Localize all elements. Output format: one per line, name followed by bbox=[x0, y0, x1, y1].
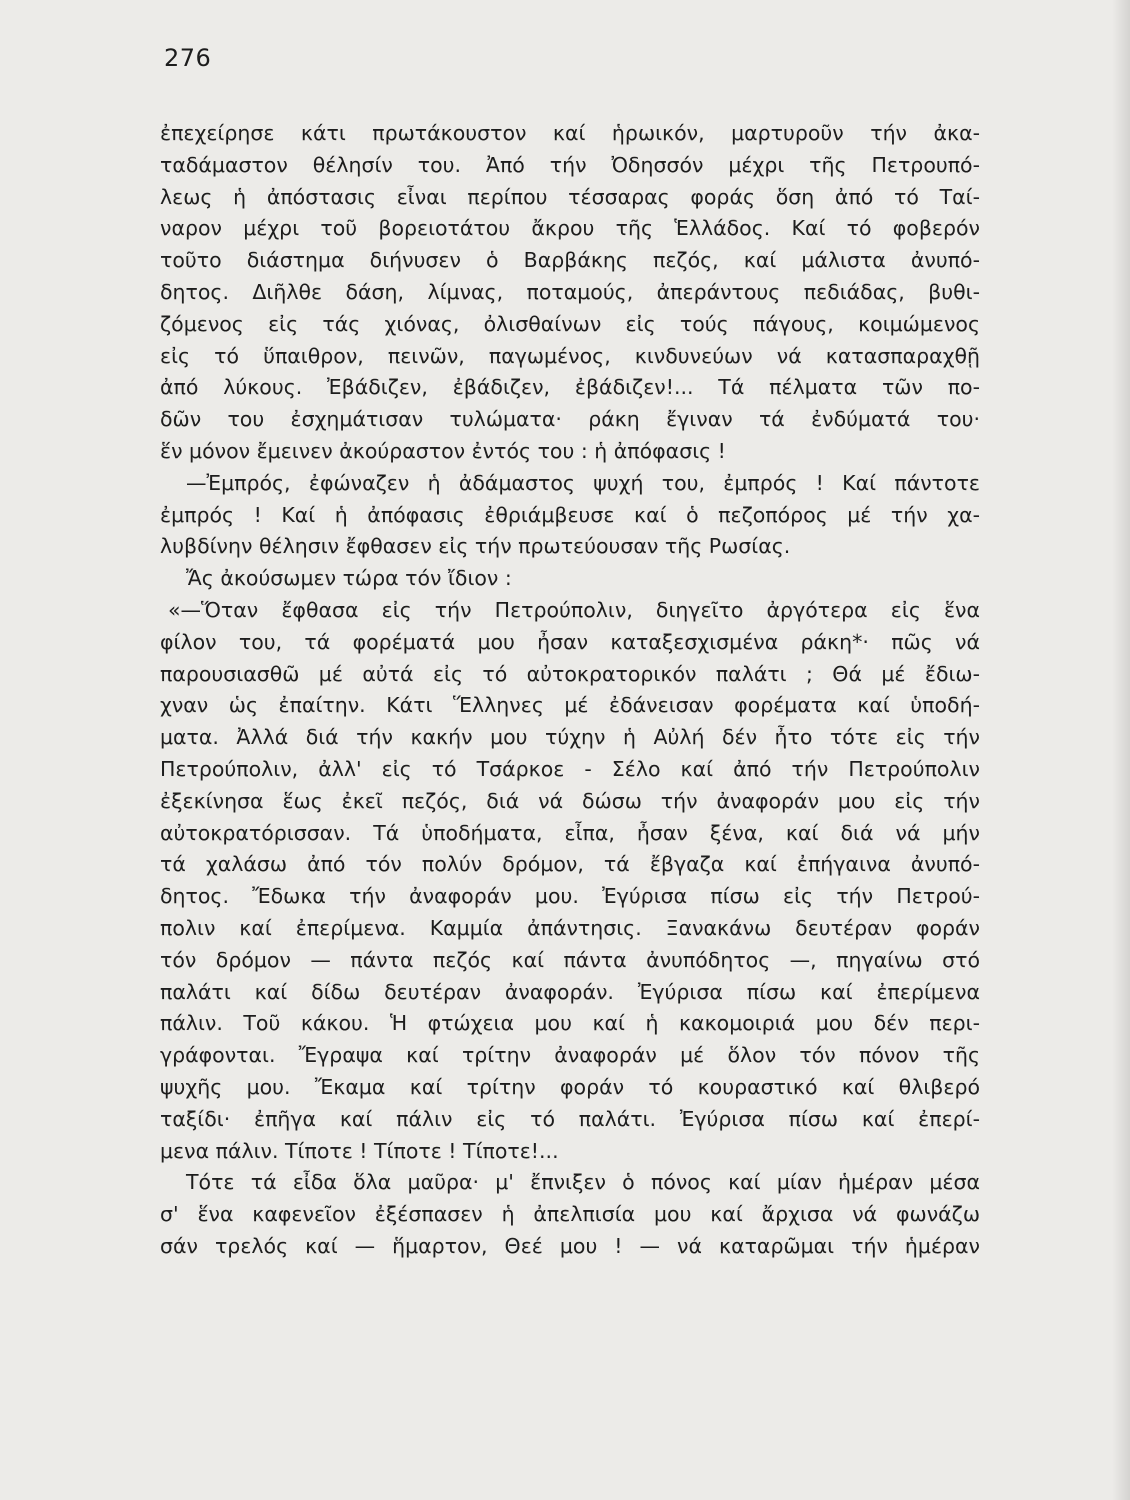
text-line: δητος. Ἔδωκα τήν ἀναφοράν μου. Ἐγύρισα πίσω εἰς τήν Πετρού- bbox=[160, 884, 980, 909]
text-line: ψυχῆς μου. Ἔκαμα καί τρίτην φοράν τό κουραστικό καί θλιβερό bbox=[160, 1074, 980, 1099]
text-line: ναρον μέχρι τοῦ βορειοτάτου ἄκρου τῆς Ἑλλάδος. Καί τό φοβερόν bbox=[160, 216, 980, 241]
text-line: δῶν του ἐσχημάτισαν τυλώματα· ράκη ἔγιναν τά ἐνδύματά του· bbox=[160, 407, 980, 432]
text-line: πάλιν. Τοῦ κάκου. Ἡ φτώχεια μου καί ἡ κακομοιριά μου δέν περι- bbox=[160, 1011, 980, 1036]
text-line: Ἄς ἀκούσωμεν τώρα τόν ἴδιον : bbox=[186, 566, 512, 591]
text-line: ἀπό λύκους. Ἐβάδιζεν, ἐβάδιζεν, ἐβάδιζεν!... Τά πέλματα τῶν πο- bbox=[160, 375, 980, 400]
text-line: ματα. Ἀλλά διά τήν κακήν μου τύχην ἡ Αὐλή δέν ἦτο τότε εἰς τήν bbox=[160, 725, 980, 750]
text-line: δητος. Διῆλθε δάση, λίμνας, ποταμούς, ἀπεράντους πεδιάδας, βυθι- bbox=[160, 279, 980, 304]
text-line: παλάτι καί δίδω δευτέραν ἀναφοράν. Ἐγύρισα πίσω καί ἐπερίμενα bbox=[160, 979, 980, 1004]
text-line: πολιν καί ἐπερίμενα. Καμμία ἀπάντησις. Ξανακάνω δευτέραν φοράν bbox=[160, 915, 980, 940]
text-line: γράφονται. Ἔγραψα καί τρίτην ἀναφοράν μέ ὅλον τόν πόνον τῆς bbox=[160, 1043, 980, 1068]
text-line: ἐπεχείρησε κάτι πρωτάκουστον καί ἡρωικόν, μαρτυροῦν τήν ἀκα- bbox=[160, 121, 980, 145]
text-line: λυβδίνην θέλησιν ἔφθασεν εἰς τήν πρωτεύουσαν τῆς Ρωσίας. bbox=[160, 534, 791, 559]
text-line: φίλον του, τά φορέματά μου ἦσαν καταξεσχισμένα ράκη*· πῶς νά bbox=[160, 629, 980, 654]
text-line: παρουσιασθῶ μέ αὐτά εἰς τό αὐτοκρατορικόν παλάτι ; Θά μέ ἔδιω- bbox=[160, 661, 980, 686]
text-line: ἐμπρός ! Καί ἡ ἀπόφασις ἐθριάμβευσε καί ὁ πεζοπόρος μέ τήν χα- bbox=[160, 502, 980, 527]
text-line: τόν δρόμον — πάντα πεζός καί πάντα ἀνυπόδητος —, πηγαίνω στό bbox=[160, 947, 980, 972]
text-line: χναν ὡς ἐπαίτην. Κάτι Ἕλληνες μέ ἐδάνεισαν φορέματα καί ὑποδή- bbox=[160, 693, 980, 718]
text-line: αὐτοκρατόρισσαν. Τά ὑποδήματα, εἶπα, ἦσαν ξένα, καί διά νά μήν bbox=[160, 820, 980, 845]
text-line: «—Ὅταν ἔφθασα εἰς τήν Πετρούπολιν, διηγεῖτο ἀργότερα εἰς ἕνα bbox=[168, 597, 980, 622]
text-line: ταξίδι· ἐπῆγα καί πάλιν εἰς τό παλάτι. Ἐγύρισα πίσω καί ἐπερί- bbox=[160, 1106, 980, 1131]
text-line: —Ἐμπρός, ἐφώναζεν ἡ ἀδάμαστος ψυχή του, ἐμπρός ! Καί πάντοτε bbox=[186, 470, 980, 495]
body-text bbox=[160, 118, 980, 1263]
page-edge-shadow bbox=[1112, 0, 1130, 1500]
text-line: σ' ἕνα καφενεῖον ἐξέσπασεν ἡ ἀπελπισία μου καί ἄρχισα νά φωνάζω bbox=[160, 1202, 980, 1227]
text-line: μενα πάλιν. Τίποτε ! Τίποτε ! Τίποτε!... bbox=[160, 1138, 559, 1163]
text-line: ζόμενος εἰς τάς χιόνας, ὀλισθαίνων εἰς τούς πάγους, κοιμώμενος bbox=[160, 311, 980, 336]
text-line: Πετρούπολιν, ἀλλ' εἰς τό Τσάρκοε - Σέλο καί ἀπό τήν Πετρούπολιν bbox=[160, 756, 980, 781]
text-line: εἰς τό ὕπαιθρον, πεινῶν, παγωμένος, κινδυνεύων νά κατασπαραχθῇ bbox=[160, 343, 980, 368]
text-line: ἕν μόνον ἔμεινεν ἀκούραστον ἐντός του : ἡ ἀπόφασις ! bbox=[160, 438, 726, 463]
text-line: Τότε τά εἶδα ὅλα μαῦρα· μ' ἔπνιξεν ὁ πόνος καί μίαν ἡμέραν μέσα bbox=[186, 1170, 980, 1195]
text-line: σάν τρελός καί — ἥμαρτον, Θεέ μου ! — νά καταρῶμαι τήν ἡμέραν bbox=[160, 1233, 980, 1258]
text-line: τά χαλάσω ἀπό τόν πολύν δρόμον, τά ἔβγαζα καί ἐπήγαινα ἀνυπό- bbox=[160, 852, 980, 877]
text-line: ἐξεκίνησα ἕως ἐκεῖ πεζός, διά νά δώσω τήν ἀναφοράν μου εἰς τήν bbox=[160, 788, 980, 813]
page-number: 276 bbox=[164, 44, 212, 72]
text-line: τοῦτο διάστημα διήνυσεν ὁ Βαρβάκης πεζός, καί μάλιστα ἀνυπό- bbox=[160, 248, 980, 273]
text-line: λεως ἡ ἀπόστασις εἶναι περίπου τέσσαρας φοράς ὅση ἀπό τό Ταί- bbox=[160, 184, 980, 209]
text-line: ταδάμαστον θέλησίν του. Ἀπό τήν Ὀδησσόν μέχρι τῆς Πετρουπό- bbox=[160, 152, 980, 177]
